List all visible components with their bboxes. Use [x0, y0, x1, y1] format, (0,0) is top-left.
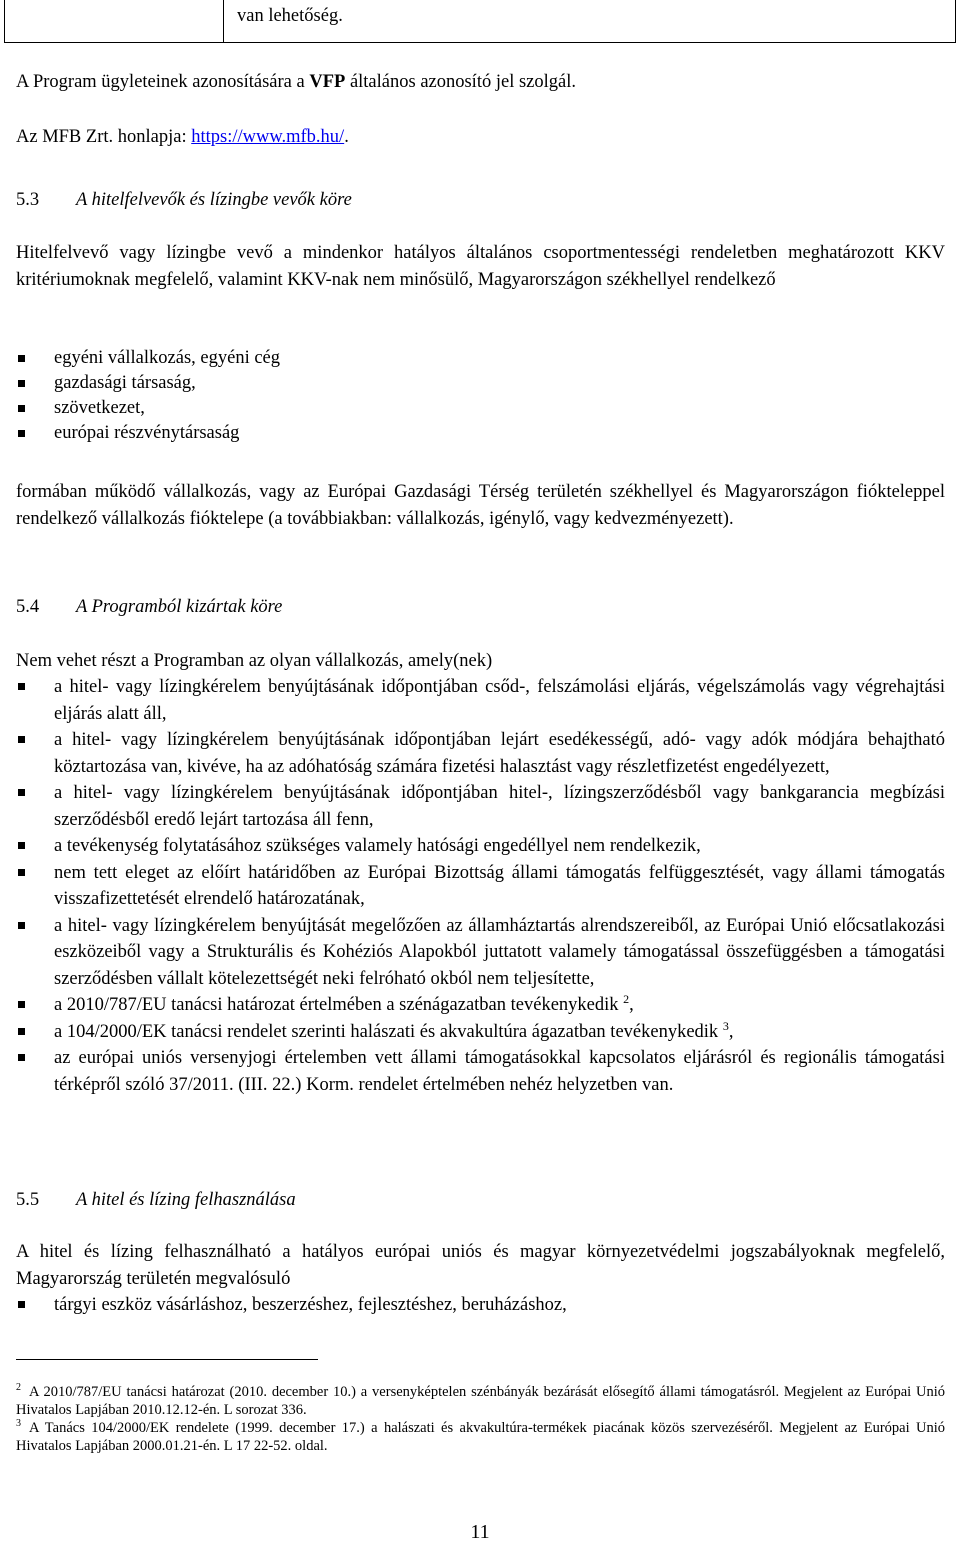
homepage-suffix: . [344, 127, 349, 147]
square-bullet-icon [18, 1001, 25, 1008]
section-5-4-bullet-list [16, 674, 945, 1098]
list-item: az európai uniós versenyjogi értelemben vett állami támogatásokkal kapcsolatos eljárásról és regionális támogatási térképről szóló 37/2011. (III. 22.) Korm. rendelet értelmében nehéz helyzetben van. [16, 1045, 945, 1098]
square-bullet-icon [18, 683, 25, 690]
list-item: tárgyi eszköz vásárláshoz, beszerzéshez, fejlesztéshez, beruházáshoz, [16, 1292, 945, 1319]
square-bullet-icon [18, 922, 25, 929]
section-number: 5.5 [16, 1190, 40, 1210]
section-title: A Programból kizártak köre [76, 597, 283, 617]
square-bullet-icon [18, 1301, 25, 1308]
square-bullet-icon [18, 736, 25, 743]
square-bullet-icon [18, 405, 25, 412]
footnote-ref[interactable]: 2 [623, 991, 630, 1006]
square-bullet-icon [18, 869, 25, 876]
section-5-5-bullet-list [16, 1292, 945, 1319]
program-id-suffix: általános azonosító jel szolgál. [345, 72, 576, 92]
section-5-3-paragraph: Hitelfelvevő vagy lízingbe vevő a mindenkor hatályos általános csoportmentességi rendeletben meghatározott KKV kritériumoknak megfelelő, valamint KKV-nak nem minősülő, Magyarországon székhellyel rendelkező [16, 243, 945, 290]
section-5-4-paragraph: Nem vehet részt a Programban az olyan vállalkozás, amely(nek) [16, 651, 493, 671]
top-table [4, 0, 956, 43]
footnote [16, 1384, 945, 1419]
section-title: A hitel és lízing felhasználása [76, 1190, 296, 1210]
footnote-text: A Tanács 104/2000/EK rendelete (1999. december 17.) a halászati és akvakultúra-termékek piacának közös szervezéséről. Megjelent az Európai Unió Hivatalos Lapjában 2000.01.21-én. L 17 22-52. oldal. [16, 1420, 945, 1454]
square-bullet-icon [18, 430, 25, 437]
footnote-number: 3 [16, 1418, 21, 1430]
square-bullet-icon [18, 380, 25, 387]
list-item: a 104/2000/EK tanácsi rendelet szerinti halászati és akvakultúra ágazatban tevékenykedik $^3$, [16, 1019, 945, 1046]
footnote-text: A 2010/787/EU tanácsi határozat (2010. december 10.) a versenyképtelen szénbányák bezárását elősegítő állami támogatásról. Megjelent az Európai Unió Hivatalos Lapjában 2010.12.12-én. L sorozat 336. [16, 1384, 945, 1418]
list-item: a hitel- vagy lízingkérelem benyújtását megelőzően az államháztartás alrendszereiből, az Európai Unió előcsatlakozási eszközeiből vagy a Strukturális és Kohéziós Alapokból juttatott valamely támogatással összefüggésben a támogatási szerződésben vállalt kötelezettségét neki felróható okból nem teljesítette, [16, 913, 945, 993]
section-number: 5.4 [16, 597, 40, 617]
square-bullet-icon [18, 1054, 25, 1061]
homepage-line [16, 127, 349, 148]
footnote-separator [16, 1359, 318, 1360]
list-item: a 2010/787/EU tanácsi határozat értelmében a szénágazatban tevékenykedik $^2$, [16, 992, 945, 1019]
section-title: A hitelfelvevők és lízingbe vevők köre [76, 190, 352, 210]
program-id-line [16, 72, 576, 93]
program-id-prefix: A Program ügyleteinek azonosítására a [16, 72, 310, 92]
footnote-ref[interactable]: 3 [722, 1018, 729, 1033]
square-bullet-icon [18, 1028, 25, 1035]
list-item: nem tett eleget az előírt határidőben az Európai Bizottság állami támogatás felfüggesztését, vagy állami támogatás visszafizettetését elrendelő határozatának, [16, 860, 945, 913]
list-item: a tevékenység folytatásához szükséges valamely hatósági engedéllyel nem rendelkezik, [16, 833, 945, 860]
table-cell-text: van lehetőség. [237, 6, 343, 26]
square-bullet-icon [18, 789, 25, 796]
section-5-3-bullet-list [16, 346, 945, 446]
list-item: a hitel- vagy lízingkérelem benyújtásának időpontjában hitel-, lízingszerződésből vagy bankgarancia megbízási szerződésből eredő lejárt tartozása áll fenn, [16, 780, 945, 833]
list-item: gazdasági társaság, [16, 371, 945, 396]
section-5-5-heading [16, 1190, 296, 1211]
section-5-3-paragraph-2: formában működő vállalkozás, vagy az Európai Gazdasági Térség területén székhellyel és Magyarországon fiókteleppel rendelkező vállalkozás fióktelepe (a továbbiakban: vállalkozás, igénylő, vagy kedvezményezett). [16, 482, 945, 529]
program-id-code: VFP [309, 72, 346, 92]
section-5-5-paragraph: A hitel és lízing felhasználható a hatályos európai uniós és magyar környezetvédelmi jogszabályoknak megfelelő, Magyarország területén megvalósuló [16, 1242, 945, 1289]
square-bullet-icon [18, 355, 25, 362]
list-item: egyéni vállalkozás, egyéni cég [16, 346, 945, 371]
footnote [16, 1420, 945, 1455]
section-5-3-heading [16, 190, 352, 211]
page-number: 11 [470, 1521, 490, 1543]
homepage-prefix: Az MFB Zrt. honlapja: [16, 127, 192, 147]
list-item: a hitel- vagy lízingkérelem benyújtásának időpontjában csőd-, felszámolási eljárás, végelszámolás vagy végrehajtási eljárás alatt áll, [16, 674, 945, 727]
section-number: 5.3 [16, 190, 40, 210]
homepage-link[interactable]: https://www.mfb.hu/ [191, 127, 345, 147]
table-divider [223, 0, 224, 42]
list-item: európai részvénytársaság [16, 421, 945, 446]
footnote-number: 2 [16, 1382, 21, 1394]
list-item: szövetkezet, [16, 396, 945, 421]
section-5-4-heading [16, 597, 282, 618]
square-bullet-icon [18, 842, 25, 849]
list-item: a hitel- vagy lízingkérelem benyújtásának időpontjában lejárt esedékességű, adó- vagy adók módjára behajtható köztartozása van, kivéve, ha az adóhatóság számára fizetési halasztást vagy részletfizetést engedélyezett, [16, 727, 945, 780]
